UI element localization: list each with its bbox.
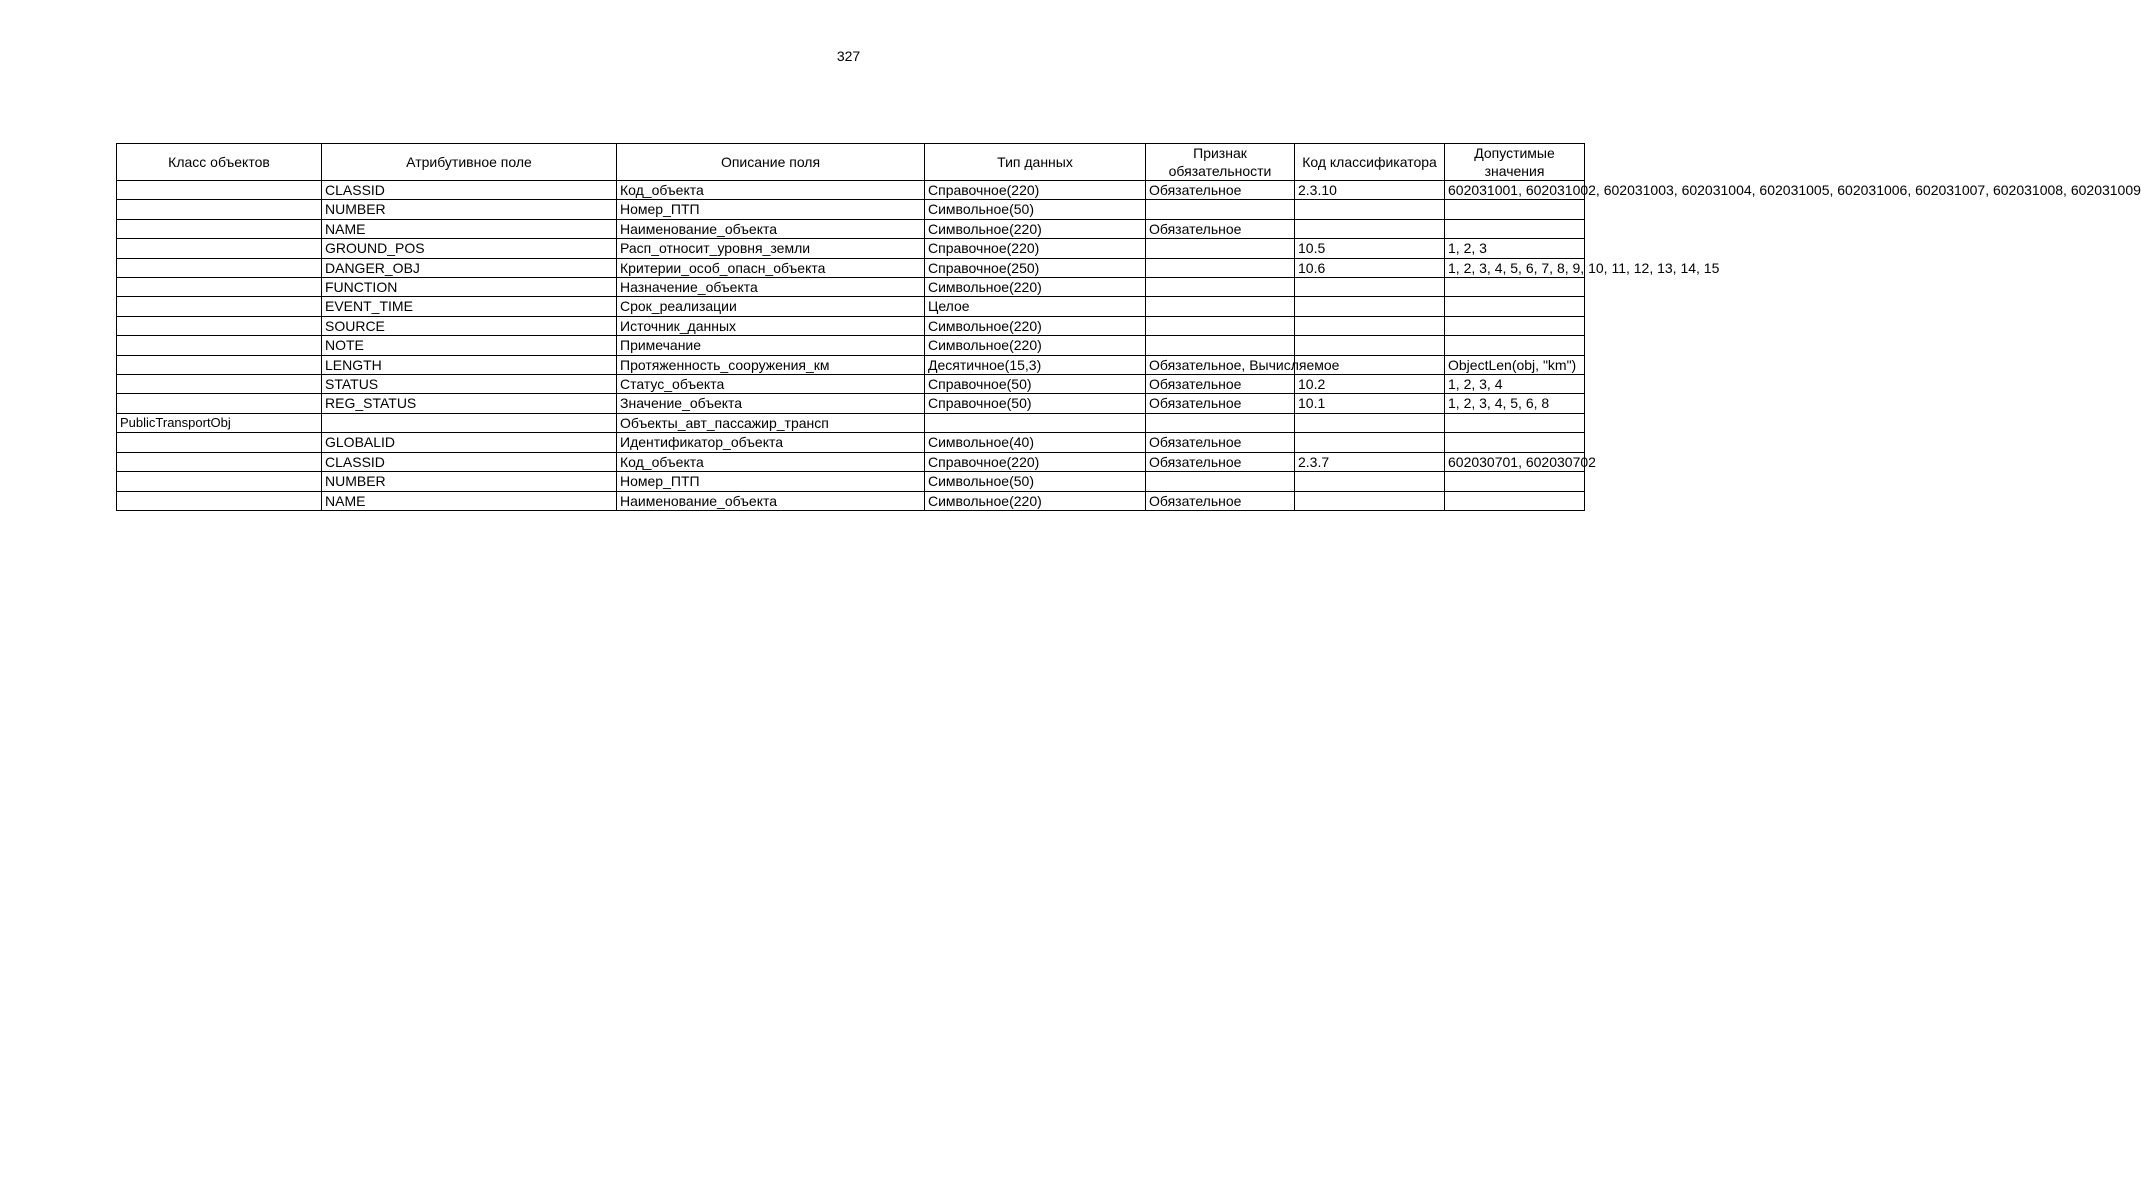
allowed-values-cell: 1, 2, 3: [1445, 239, 1585, 258]
attribute-field-cell: DANGER_OBJ: [322, 258, 617, 277]
data-type-cell: Символьное(40): [925, 433, 1146, 452]
allowed-values-cell: 602030701, 602030702: [1445, 452, 1585, 471]
required-flag-cell: Обязательное: [1146, 491, 1295, 510]
table-body: [117, 181, 2141, 511]
allowed-values-cell: [1445, 219, 1585, 238]
classifier-code-cell: [1295, 472, 1445, 491]
attribute-field-cell: NAME: [322, 491, 617, 510]
field-description-cell: Примечание: [617, 336, 925, 355]
required-flag-cell: Обязательное: [1146, 375, 1295, 394]
classifier-code-cell: 10.1: [1295, 394, 1445, 413]
field-description-cell: Объекты_авт_пассажир_трансп: [617, 413, 925, 432]
field-description-cell: Критерии_особ_опасн_объекта: [617, 258, 925, 277]
field-description-cell: Наименование_объекта: [617, 219, 925, 238]
field-description-cell: Расп_относит_уровня_земли: [617, 239, 925, 258]
object-class-cell: [117, 239, 322, 258]
table-row: [117, 394, 1585, 413]
page-number: 327: [836, 48, 861, 64]
object-class-cell: [117, 200, 322, 219]
data-type-cell: Десятичное(15,3): [925, 355, 1146, 374]
field-description-cell: Значение_объекта: [617, 394, 925, 413]
header-classifier-code: Код классификатора: [1295, 144, 1445, 181]
object-class-cell: [117, 355, 322, 374]
attribute-field-cell: NOTE: [322, 336, 617, 355]
attribute-field-cell: EVENT_TIME: [322, 297, 617, 316]
classifier-code-cell: [1295, 413, 1445, 432]
object-class-cell: [117, 258, 322, 277]
attribute-field-cell: CLASSID: [322, 452, 617, 471]
table-row: [117, 491, 1585, 510]
field-description-cell: Статус_объекта: [617, 375, 925, 394]
required-flag-cell: [1146, 316, 1295, 335]
field-description-cell: Код_объекта: [617, 452, 925, 471]
table-row: [117, 297, 1585, 316]
allowed-values-cell: [1445, 200, 1585, 219]
table-header-row: [117, 144, 1585, 181]
header-data-type: Тип данных: [925, 144, 1146, 181]
classifier-code-cell: 2.3.10: [1295, 181, 1445, 200]
required-flag-cell: Обязательное: [1146, 433, 1295, 452]
field-description-cell: Назначение_объекта: [617, 278, 925, 297]
table-row: [117, 452, 1585, 471]
header-object-class: Класс объектов: [117, 144, 322, 181]
required-flag-cell: [1146, 472, 1295, 491]
attribute-field-cell: NUMBER: [322, 200, 617, 219]
field-description-cell: Код_объекта: [617, 181, 925, 200]
allowed-values-cell: ObjectLen(obj, "km"): [1445, 355, 1585, 374]
table-row: [117, 355, 1585, 374]
header-field-description: Описание поля: [617, 144, 925, 181]
data-type-cell: Символьное(220): [925, 219, 1146, 238]
required-flag-cell: [1146, 200, 1295, 219]
table-row: [117, 375, 1585, 394]
header-required-flag: Признак обязательности: [1146, 144, 1295, 181]
allowed-values-cell: [1445, 413, 1585, 432]
required-flag-cell: Обязательное: [1146, 181, 1295, 200]
data-type-cell: Символьное(50): [925, 200, 1146, 219]
classifier-code-cell: 10.6: [1295, 258, 1445, 277]
header-allowed-values: Допустимые значения: [1445, 144, 1585, 181]
required-flag-cell: Обязательное, Вычисляемое: [1146, 355, 1295, 374]
field-description-cell: Номер_ПТП: [617, 472, 925, 491]
table-row: [117, 181, 1585, 200]
data-type-cell: Справочное(50): [925, 375, 1146, 394]
object-class-cell: [117, 375, 322, 394]
field-description-cell: Протяженность_сооружения_км: [617, 355, 925, 374]
object-class-cell: [117, 297, 322, 316]
attribute-field-cell: STATUS: [322, 375, 617, 394]
allowed-values-cell: [1445, 278, 1585, 297]
attribute-field-cell: NAME: [322, 219, 617, 238]
table-row: [117, 433, 1585, 452]
field-description-cell: Наименование_объекта: [617, 491, 925, 510]
data-type-cell: Справочное(50): [925, 394, 1146, 413]
required-flag-cell: [1146, 336, 1295, 355]
allowed-values-cell: 1, 2, 3, 4: [1445, 375, 1585, 394]
data-type-cell: Символьное(220): [925, 278, 1146, 297]
classifier-code-cell: [1295, 316, 1445, 335]
allowed-values-cell: [1445, 336, 1585, 355]
table-row: [117, 413, 1585, 432]
classifier-code-cell: 2.3.7: [1295, 452, 1445, 471]
allowed-values-cell: 1, 2, 3, 4, 5, 6, 8: [1445, 394, 1585, 413]
classifier-code-cell: [1295, 336, 1445, 355]
field-description-cell: Источник_данных: [617, 316, 925, 335]
table-row: [117, 200, 1585, 219]
table-row: [117, 336, 1585, 355]
data-type-cell: Символьное(220): [925, 316, 1146, 335]
attribute-field-cell: SOURCE: [322, 316, 617, 335]
allowed-values-cell: [1445, 491, 1585, 510]
data-type-cell: Целое: [925, 297, 1146, 316]
attribute-field-cell: GLOBALID: [322, 433, 617, 452]
data-type-cell: Символьное(220): [925, 491, 1146, 510]
data-type-cell: Справочное(220): [925, 239, 1146, 258]
data-type-cell: Справочное(220): [925, 452, 1146, 471]
data-type-cell: [925, 413, 1146, 432]
attribute-field-cell: NUMBER: [322, 472, 617, 491]
classifier-code-cell: [1295, 491, 1445, 510]
required-flag-cell: [1146, 278, 1295, 297]
object-class-cell: [117, 219, 322, 238]
required-flag-cell: [1146, 297, 1295, 316]
object-class-cell: [117, 433, 322, 452]
attribute-field-cell: FUNCTION: [322, 278, 617, 297]
classifier-code-cell: [1295, 200, 1445, 219]
allowed-values-cell: [1445, 316, 1585, 335]
table-row: [117, 472, 1585, 491]
table-row: [117, 258, 1585, 277]
object-class-cell: [117, 336, 322, 355]
object-class-cell: PublicTransportObj: [117, 413, 322, 432]
required-flag-cell: [1146, 258, 1295, 277]
allowed-values-cell: [1445, 297, 1585, 316]
field-description-cell: Срок_реализации: [617, 297, 925, 316]
table-row: [117, 219, 1585, 238]
classifier-code-cell: [1295, 278, 1445, 297]
attributes-table: [116, 143, 2141, 511]
classifier-code-cell: 10.5: [1295, 239, 1445, 258]
classifier-code-cell: [1295, 433, 1445, 452]
allowed-values-cell: [1445, 433, 1585, 452]
table-row: [117, 316, 1585, 335]
data-type-cell: Справочное(220): [925, 181, 1146, 200]
data-type-cell: Символьное(50): [925, 472, 1146, 491]
attribute-field-cell: REG_STATUS: [322, 394, 617, 413]
field-description-cell: Номер_ПТП: [617, 200, 925, 219]
field-description-cell: Идентификатор_объекта: [617, 433, 925, 452]
required-flag-cell: Обязательное: [1146, 394, 1295, 413]
required-flag-cell: Обязательное: [1146, 452, 1295, 471]
object-class-cell: [117, 472, 322, 491]
required-flag-cell: [1146, 413, 1295, 432]
table-row: [117, 239, 1585, 258]
allowed-values-cell: [1445, 472, 1585, 491]
object-class-cell: [117, 316, 322, 335]
allowed-values-cell: 1, 2, 3, 4, 5, 6, 7, 8, 9, 10, 11, 12, 13, 14, 15: [1445, 258, 1585, 277]
data-type-cell: Символьное(220): [925, 336, 1146, 355]
data-type-cell: Справочное(250): [925, 258, 1146, 277]
object-class-cell: [117, 394, 322, 413]
required-flag-cell: Обязательное: [1146, 219, 1295, 238]
attribute-field-cell: CLASSID: [322, 181, 617, 200]
object-class-cell: [117, 181, 322, 200]
classifier-code-cell: [1295, 219, 1445, 238]
table-row: [117, 278, 1585, 297]
classifier-code-cell: [1295, 297, 1445, 316]
required-flag-cell: [1146, 239, 1295, 258]
attribute-field-cell: GROUND_POS: [322, 239, 617, 258]
classifier-code-cell: 10.2: [1295, 375, 1445, 394]
object-class-cell: [117, 491, 322, 510]
object-class-cell: [117, 278, 322, 297]
attribute-field-cell: [322, 413, 617, 432]
object-class-cell: [117, 452, 322, 471]
allowed-values-cell: 602031001, 602031002, 602031003, 602031004, 602031005, 602031006, 602031007, 602031008, 602031009: [1445, 181, 1585, 200]
attribute-field-cell: LENGTH: [322, 355, 617, 374]
header-attribute-field: Атрибутивное поле: [322, 144, 617, 181]
